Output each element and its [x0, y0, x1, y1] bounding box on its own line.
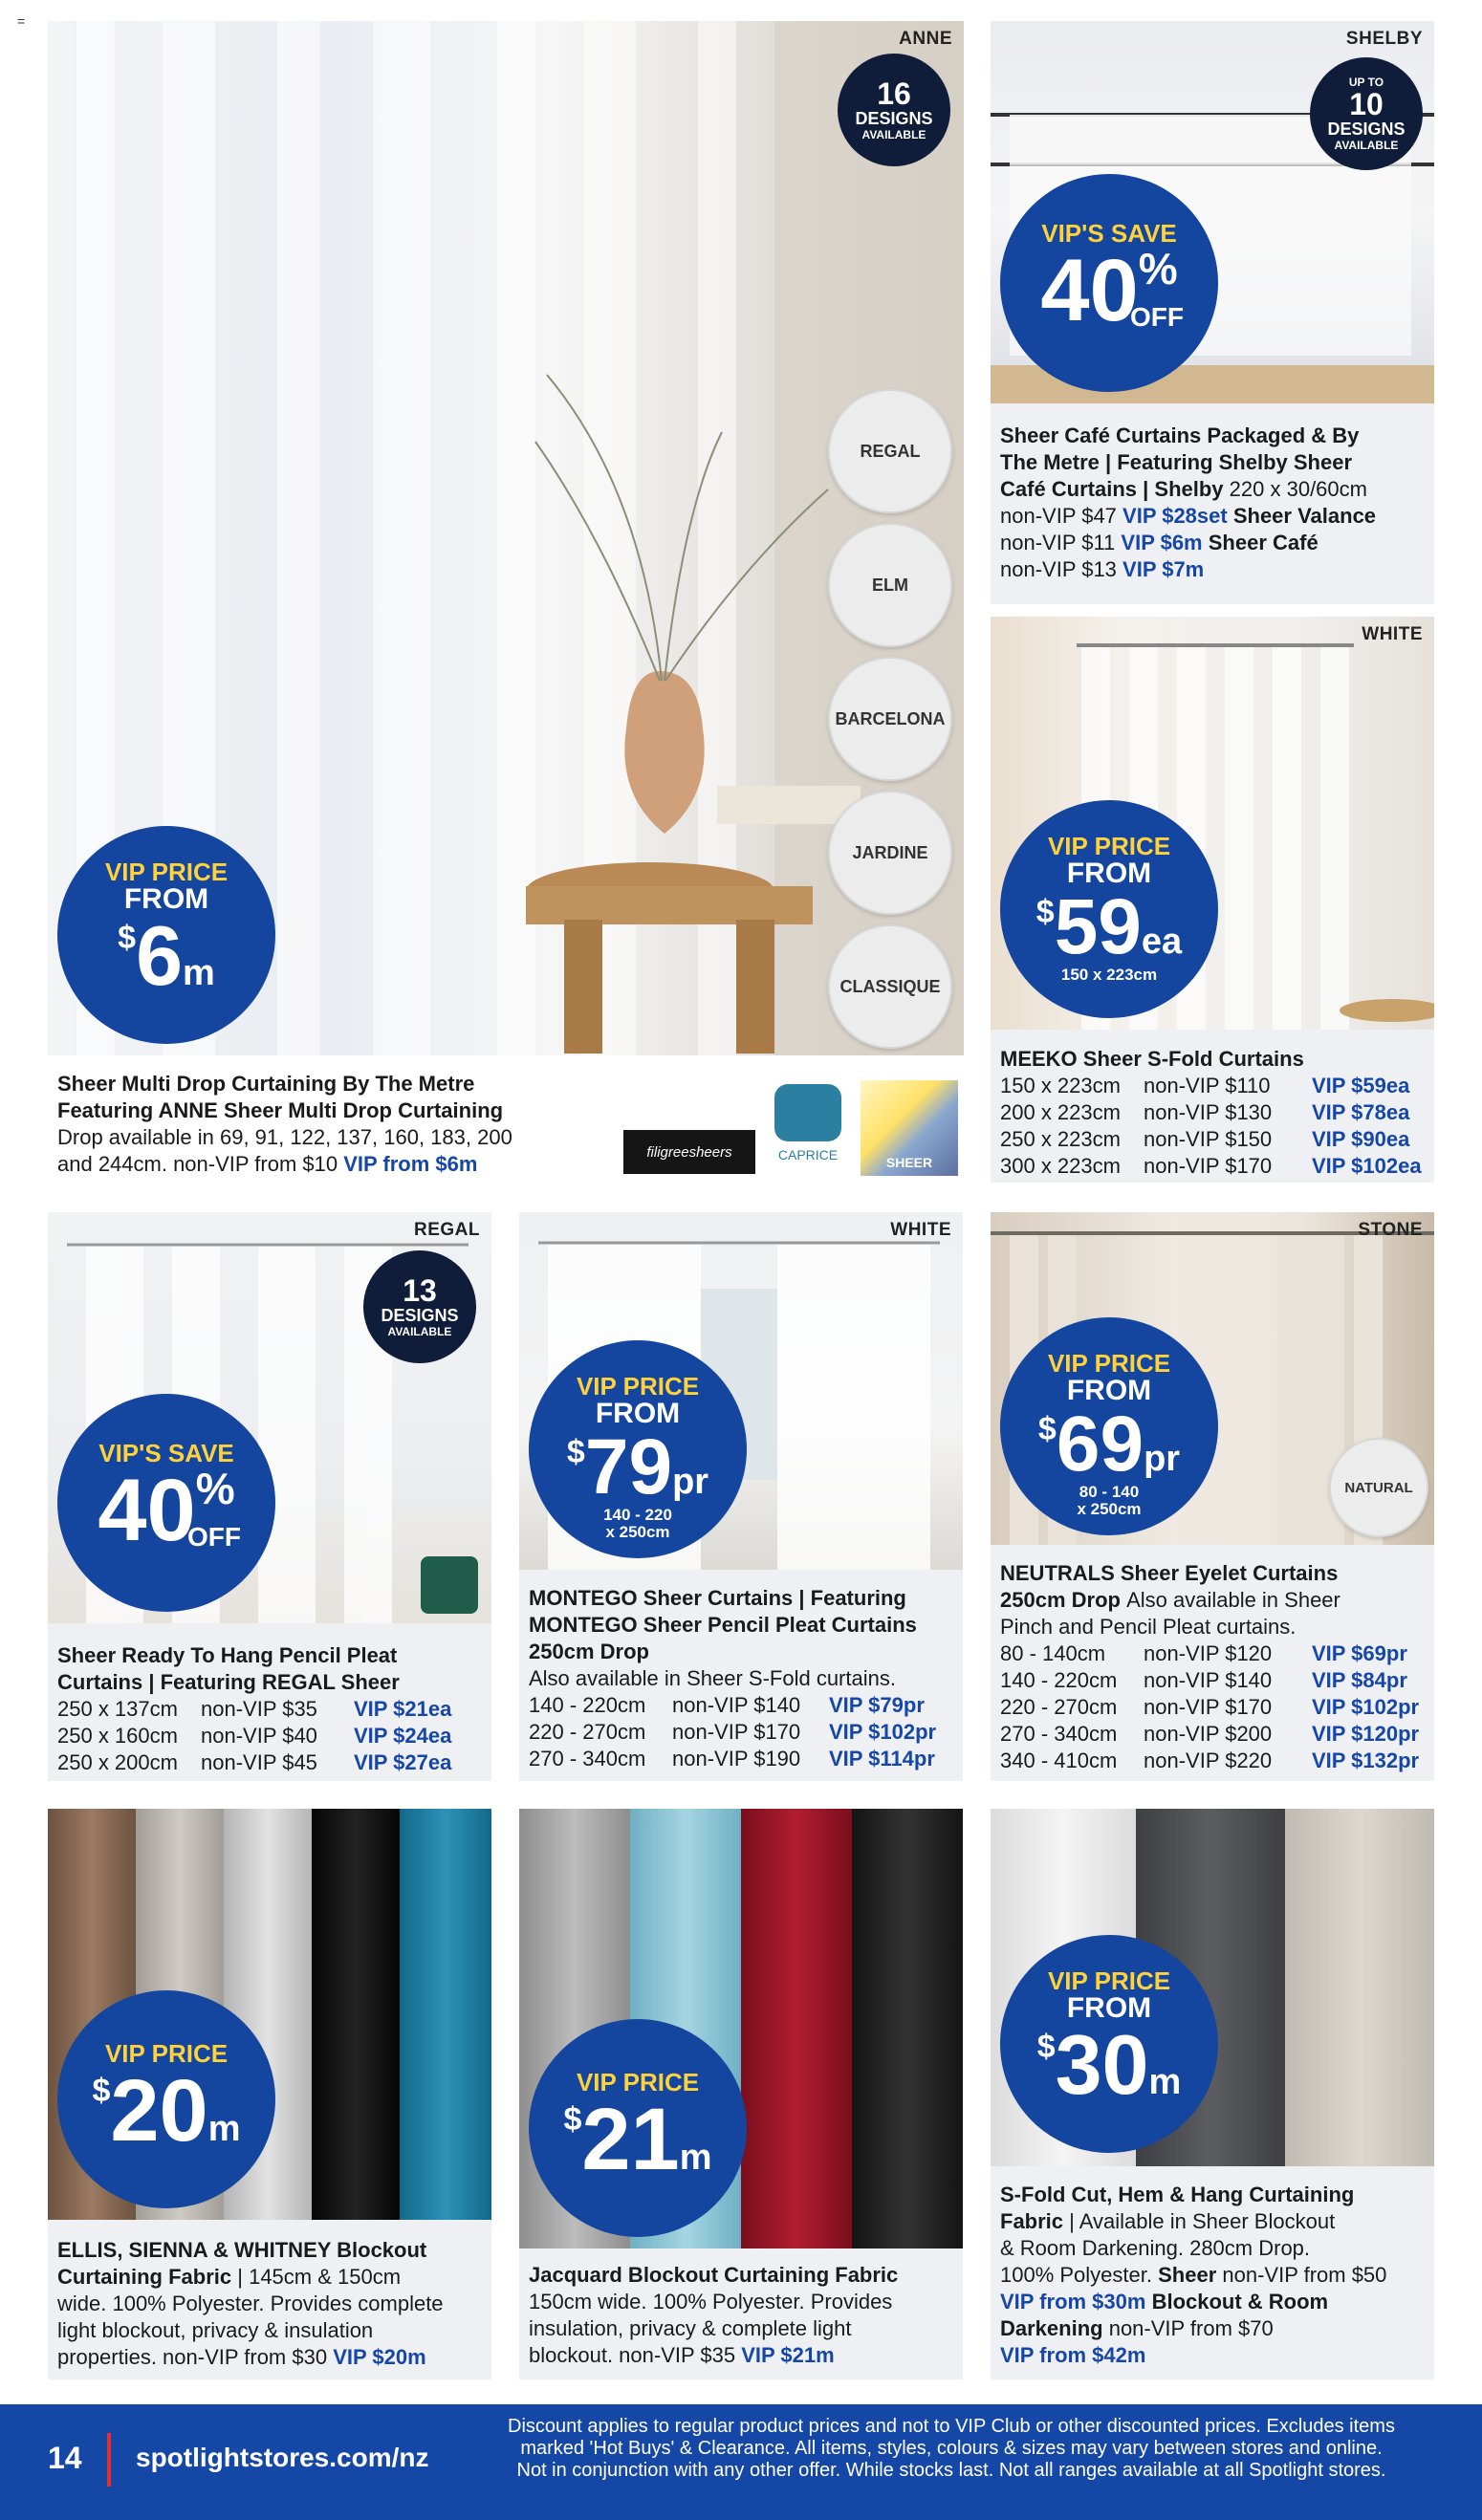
- jacquard-description: Jacquard Blockout Curtaining Fabric 150cm wide. 100% Polyester. Provides insulation, privacy & complete light blockout. non-VIP $35 VIP $21m: [529, 2263, 899, 2367]
- sfold-fabric-description: S-Fold Cut, Hem & Hang Curtaining Fabric | Available in Sheer Blockout & Room Darkening. 280cm Drop. 100% Polyester. Sheer non-VIP from $50 VIP from $30m Blockout & Room Darkening non-VIP from $70 VIP from $42m: [1000, 2183, 1387, 2367]
- product-jacquard[interactable]: [519, 1809, 963, 2379]
- table-row: 140 - 220cm non-VIP $140 VIP $79pr: [529, 1693, 925, 1717]
- neutrals-tag: STONE: [1358, 1220, 1423, 1240]
- swatch-regal[interactable]: REGAL: [828, 389, 952, 513]
- regal-photo: [48, 1212, 491, 1623]
- ellis-description: ELLIS, SIENNA & WHITNEY Blockout Curtaining Fabric | 145cm & 150cm wide. 100% Polyester. Provides complete light blockout, privacy & insulation properties. non-VIP from $30 VIP $20m: [57, 2238, 444, 2369]
- table-row: 340 - 410cm non-VIP $220 VIP $132pr: [1000, 1749, 1420, 1772]
- designs-badge: 16 DESIGNS AVAILABLE: [838, 54, 950, 166]
- save-badge: VIP'S SAVE 40% OFF: [57, 1394, 275, 1612]
- table-row: 270 - 340cm non-VIP $190 VIP $114pr: [529, 1747, 935, 1771]
- table-row: 150 x 223cm non-VIP $110 VIP $59ea: [1000, 1074, 1410, 1097]
- designs-badge: UP TO 10 DESIGNS AVAILABLE: [1310, 57, 1423, 170]
- regal-description: Sheer Ready To Hang Pencil Pleat Curtains | Featuring REGAL Sheer 250 x 137cm non-VIP $35 VIP $21ea 250 x 160cm non-VIP $40 VIP $24ea 250 x 200cm non-VIP $45 VIP $27ea: [57, 1642, 482, 1776]
- neutrals-photo: [991, 1212, 1434, 1545]
- swatch-natural[interactable]: NATURAL: [1329, 1438, 1428, 1537]
- shelby-photo: [991, 21, 1434, 403]
- sheer-logo: SHEER: [861, 1080, 958, 1176]
- price-badge: VIP PRICE FROM $6m: [57, 826, 275, 1044]
- table-row: 140 - 220cm non-VIP $140 VIP $84pr: [1000, 1668, 1407, 1692]
- product-sfold-fabric[interactable]: [991, 1809, 1434, 2379]
- table-row: 80 - 140cm non-VIP $120 VIP $69pr: [1000, 1641, 1407, 1665]
- price-badge: VIP PRICE $20m: [57, 1990, 275, 2208]
- anne-photo: [48, 21, 964, 1055]
- swatch-elm[interactable]: ELM: [828, 523, 952, 647]
- regal-tag: REGAL: [414, 1220, 480, 1240]
- table-row: 250 x 137cm non-VIP $35 VIP $21ea: [57, 1697, 452, 1721]
- page-number: 14: [48, 2441, 82, 2475]
- meeko-description: MEEKO Sheer S-Fold Curtains 150 x 223cm non-VIP $110 VIP $59ea 200 x 223cm non-VIP $130 VIP $78ea 250 x 223cm non-VIP $150 VIP $90ea 300 x 223cm non-VIP $170 VIP $102ea: [1000, 1046, 1425, 1180]
- neutrals-description: NEUTRALS Sheer Eyelet Curtains 250cm Drop Also available in Sheer Pinch and Pencil Pleat curtains. 80 - 140cm non-VIP $120 VIP $69pr 140 - 220cm non-VIP $140 VIP $84pr 220 - 270cm non-VIP $170 VIP $102pr 270 - 340cm non-VIP $200 VIP $120pr 340 - 410cm non-VIP $220 VIP $132pr: [1000, 1560, 1425, 1774]
- price-badge: VIP PRICE FROM $79pr 140 - 220 x 250cm: [529, 1340, 747, 1558]
- swatch-jardine[interactable]: JARDINE: [828, 791, 952, 915]
- price-badge: VIP PRICE FROM $59ea 150 x 223cm: [1000, 800, 1218, 1018]
- save-badge: VIP'S SAVE 40% OFF: [1000, 174, 1218, 392]
- footer: [0, 2404, 1482, 2520]
- table-row: 300 x 223cm non-VIP $170 VIP $102ea: [1000, 1154, 1422, 1178]
- ellis-photo: [48, 1809, 491, 2220]
- table-row: 250 x 160cm non-VIP $40 VIP $24ea: [57, 1724, 452, 1748]
- product-regal[interactable]: [48, 1212, 491, 1781]
- website-link[interactable]: spotlightstores.com/nz: [136, 2443, 429, 2472]
- product-meeko[interactable]: [991, 617, 1434, 1183]
- sfold-fabric-photo: [991, 1809, 1434, 2166]
- designs-badge: 13 DESIGNS AVAILABLE: [363, 1250, 476, 1363]
- shelby-description: Sheer Café Curtains Packaged & By The Metre | Featuring Shelby Sheer Café Curtains | Shelby 220 x 30/60cm non-VIP $47 VIP $28set Sheer Valance non-VIP $11 VIP $6m Sheer Café non-VIP $13 VIP $7m: [1000, 424, 1377, 581]
- meeko-photo: [991, 617, 1434, 1030]
- product-anne[interactable]: [48, 21, 964, 1183]
- table-row: 200 x 223cm non-VIP $130 VIP $78ea: [1000, 1100, 1410, 1124]
- swatch-classique[interactable]: CLASSIQUE: [828, 924, 952, 1049]
- footer-divider: [107, 2433, 111, 2487]
- caprice-logo: CAPRICE: [765, 1080, 851, 1176]
- shelby-tag: SHELBY: [1345, 29, 1423, 49]
- price-badge: VIP PRICE $21m: [529, 2019, 747, 2237]
- product-montego[interactable]: [519, 1212, 963, 1781]
- anne-description: Sheer Multi Drop Curtaining By The Metre Featuring ANNE Sheer Multi Drop Curtaining Drop available in 69, 91, 122, 137, 160, 183, 200 and 244cm. non-VIP from $10 VIP from $6m: [57, 1072, 512, 1176]
- anne-tag: ANNE: [899, 29, 952, 49]
- meeko-tag: WHITE: [1362, 624, 1423, 644]
- filigree-logo: filigreesheers: [623, 1130, 755, 1174]
- jacquard-photo: [519, 1809, 963, 2248]
- table-row: 250 x 200cm non-VIP $45 VIP $27ea: [57, 1750, 452, 1774]
- product-shelby[interactable]: [991, 21, 1434, 604]
- swatch-barcelona[interactable]: BARCELONA: [828, 657, 952, 781]
- price-badge: VIP PRICE FROM $30m: [1000, 1935, 1218, 2153]
- montego-tag: WHITE: [890, 1220, 951, 1240]
- product-ellis[interactable]: [48, 1809, 491, 2379]
- disclaimer: Discount applies to regular product prices and not to VIP Club or other discounted prices. Excludes items marked 'Hot Buys' & Clearance. All items, styles, colours & sizes may vary between stores and online. Not in conjunction with any other offer. While stocks last. Not all ranges available at all Spotlight stores.: [508, 2416, 1395, 2481]
- montego-photo: [519, 1212, 963, 1570]
- table-row: 250 x 223cm non-VIP $150 VIP $90ea: [1000, 1127, 1410, 1151]
- table-row: 220 - 270cm non-VIP $170 VIP $102pr: [1000, 1695, 1420, 1719]
- table-row: 220 - 270cm non-VIP $170 VIP $102pr: [529, 1720, 937, 1744]
- montego-description: MONTEGO Sheer Curtains | Featuring MONTEGO Sheer Pencil Pleat Curtains 250cm Drop Also available in Sheer S-Fold curtains. 140 - 220cm non-VIP $140 VIP $79pr 220 - 270cm non-VIP $170 VIP $102pr 270 - 340cm non-VIP $190 VIP $114pr: [529, 1585, 953, 1772]
- product-neutrals[interactable]: [991, 1212, 1434, 1781]
- table-row: 270 - 340cm non-VIP $200 VIP $120pr: [1000, 1722, 1420, 1746]
- corner-mark: =: [17, 13, 26, 29]
- price-badge: VIP PRICE FROM $69pr 80 - 140 x 250cm: [1000, 1317, 1218, 1535]
